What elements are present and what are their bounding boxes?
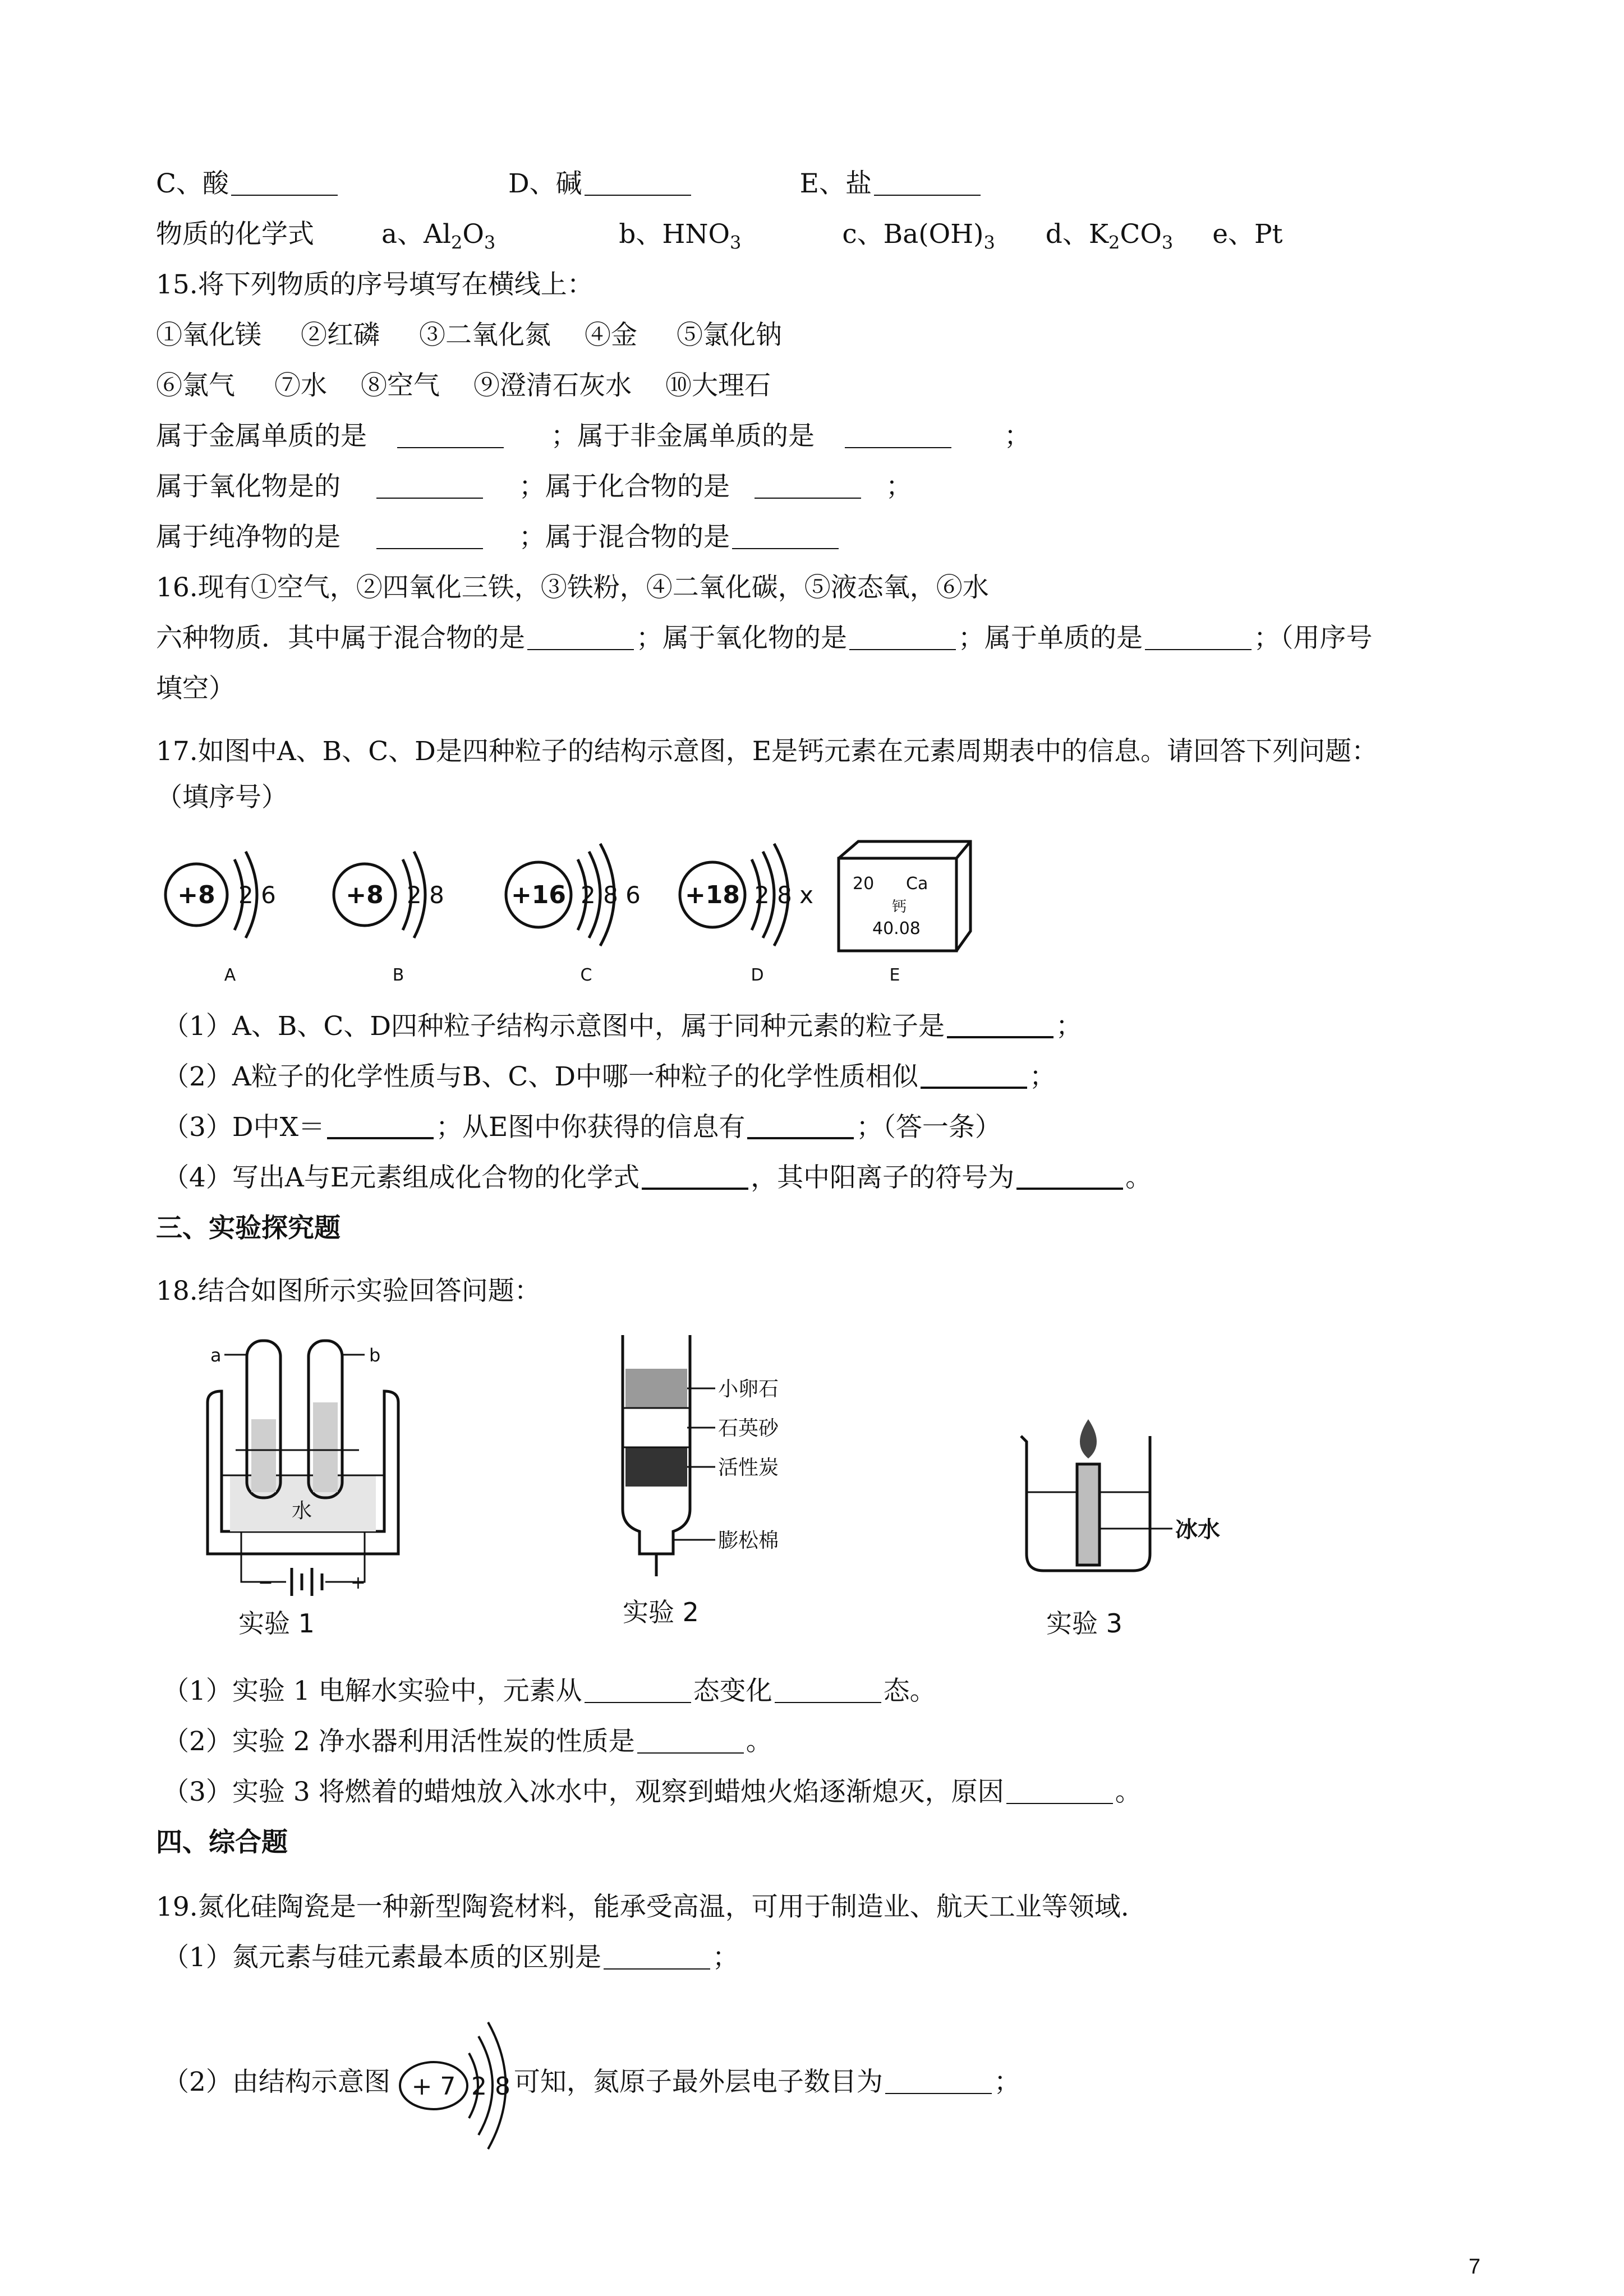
exp2-carbon: 活性炭 bbox=[718, 1456, 779, 1479]
q17-blank2[interactable] bbox=[921, 1062, 1027, 1089]
q17-blank3b[interactable] bbox=[747, 1112, 854, 1139]
metal-blank[interactable] bbox=[397, 422, 504, 448]
atom-b-shells: 2 8 bbox=[407, 881, 444, 909]
exp3-ice-water: 冰水 bbox=[1175, 1517, 1220, 1543]
q16-element-blank[interactable] bbox=[1145, 624, 1252, 650]
acid-blank[interactable] bbox=[231, 170, 338, 196]
atom-c-shells: 2 8 6 bbox=[581, 881, 641, 909]
atom-c-nucleus: +16 bbox=[510, 881, 567, 909]
q18-blank2[interactable] bbox=[637, 1728, 744, 1754]
q17-blank4b[interactable] bbox=[1016, 1163, 1123, 1190]
element-name: 钙 bbox=[892, 899, 907, 915]
nitrogen-shells: 2 8 bbox=[471, 2072, 510, 2101]
q17-sub3: （3）D中X＝ ；从E图中你获得的信息有 ；（答一条） bbox=[163, 1112, 1001, 1143]
q17-sub1: （1）A、B、C、D四种粒子结构示意图中，属于同种元素的粒子是 ； bbox=[163, 1011, 1083, 1042]
salt-label: E、盐 bbox=[799, 168, 872, 199]
q17-sub4: （4）写出A与E元素组成化合物的化学式 ，其中阳离子的符号为 。 bbox=[163, 1162, 1152, 1193]
q16-line3: 填空） bbox=[156, 673, 235, 704]
q16-line2: 六种物质．其中属于混合物的是 ；属于氧化物的是 ；属于单质的是 ；（用序号 bbox=[156, 623, 1373, 654]
base-label: D、碱 bbox=[508, 168, 582, 199]
q18-sub1: （1）实验 1 电解水实验中，元素从 态变化 态。 bbox=[163, 1676, 936, 1706]
atom-b-nucleus: +8 bbox=[346, 881, 384, 909]
nitrogen-atom-diagram bbox=[397, 2014, 526, 2160]
acid-label: C、酸 bbox=[156, 168, 229, 199]
experiment3-beaker-diagram bbox=[1021, 1419, 1172, 1571]
formula-a: a、$Al_2O_3$ bbox=[381, 219, 496, 254]
formula-d: d、$K_2CO_3$ bbox=[1045, 219, 1174, 254]
q19-sub1: （1）氮元素与硅元素最本质的区别是 ； bbox=[163, 1942, 739, 1973]
page-number: 7 bbox=[1469, 2255, 1481, 2279]
atom-c-label: C bbox=[580, 965, 592, 985]
exp1-minus: − bbox=[258, 1572, 273, 1593]
q17-blank4a[interactable] bbox=[642, 1163, 748, 1190]
q18-sub2: （2）实验 2 净水器利用活性炭的性质是 。 bbox=[163, 1726, 772, 1757]
exp1-label-b: b bbox=[369, 1345, 381, 1366]
q16-mixture-blank[interactable] bbox=[527, 624, 634, 650]
formula-c: c、$Ba(OH)_3$ bbox=[842, 219, 995, 254]
exp2-caption: 实验 2 bbox=[623, 1597, 699, 1627]
nitrogen-nucleus: + 7 bbox=[411, 2072, 456, 2101]
exp1-label-a: a bbox=[210, 1345, 222, 1366]
q15-stem: 15.将下列物质的序号填写在横线上： bbox=[156, 269, 594, 300]
formula-b: b、$HNO_3$ bbox=[619, 219, 742, 254]
q17-figure bbox=[151, 836, 1004, 999]
atom-d-label: D bbox=[751, 965, 764, 985]
q18-blank1b[interactable] bbox=[775, 1677, 881, 1703]
mixture-blank[interactable] bbox=[732, 523, 839, 549]
acid-base-salt-line bbox=[156, 167, 983, 201]
salt-blank[interactable] bbox=[874, 170, 981, 196]
formula-label: 物质的化学式 bbox=[156, 219, 314, 250]
q19-sub2: （2）由结构示意图 可知，氮原子最外层电子数目为 ； bbox=[163, 2067, 1020, 2097]
atom-d-nucleus: +18 bbox=[684, 881, 740, 909]
q17-blank3a[interactable] bbox=[327, 1112, 434, 1139]
element-label: E bbox=[889, 965, 900, 985]
q15-line1: 属于金属单质的是 ；属于非金属单质的是 ； bbox=[156, 421, 1030, 452]
q18-figure bbox=[191, 1329, 1245, 1644]
q15-line3: 属于纯净物的是 ；属于混合物的是 bbox=[156, 521, 841, 554]
pure-blank[interactable] bbox=[376, 523, 483, 549]
atom-b-label: B bbox=[392, 965, 404, 985]
exp2-sand: 石英砂 bbox=[718, 1417, 779, 1440]
exp1-plus: + bbox=[351, 1572, 366, 1593]
compound-blank[interactable] bbox=[755, 473, 861, 499]
section3-heading: 三、实验探究题 bbox=[156, 1213, 341, 1244]
atom-a-shells: 2 6 bbox=[238, 881, 276, 909]
atom-a-label: A bbox=[224, 965, 236, 985]
q19-blank1[interactable] bbox=[604, 1944, 710, 1970]
nonmetal-blank[interactable] bbox=[845, 422, 951, 448]
q18-stem: 18.结合如图所示实验回答问题： bbox=[156, 1276, 541, 1306]
formula-e: e、Pt bbox=[1212, 219, 1283, 250]
experiment2-filter-diagram bbox=[623, 1335, 715, 1576]
q17-blank1[interactable] bbox=[947, 1011, 1053, 1038]
q18-sub3: （3）实验 3 将燃着的蜡烛放入冰水中，观察到蜡烛火焰逐渐熄灭，原因 。 bbox=[163, 1777, 1142, 1807]
exp2-cotton: 膨松棉 bbox=[718, 1529, 779, 1552]
exp1-water: 水 bbox=[292, 1499, 312, 1522]
exp3-caption: 实验 3 bbox=[1046, 1608, 1122, 1639]
exp1-caption: 实验 1 bbox=[238, 1608, 315, 1639]
q17-stem2: （填序号） bbox=[156, 782, 288, 813]
q17-sub2: （2）A粒子的化学性质与B、C、D中哪一种粒子的化学性质相似 ； bbox=[163, 1061, 1056, 1092]
atom-a-nucleus: +8 bbox=[177, 881, 215, 909]
q19-stem: 19.氮化硅陶瓷是一种新型陶瓷材料，能承受高温，可用于制造业、航天工业等领域. bbox=[156, 1892, 1129, 1922]
element-mass: 40.08 bbox=[872, 919, 921, 938]
exp2-pebbles: 小卵石 bbox=[718, 1378, 779, 1401]
formula-line bbox=[156, 218, 1283, 259]
q16-stem: 16.现有①空气，②四氧化三铁，③铁粉，④二氧化碳，⑤液态氧，⑥水 bbox=[156, 572, 989, 603]
q18-blank3[interactable] bbox=[1006, 1778, 1113, 1804]
element-number: 20 bbox=[853, 874, 875, 894]
base-blank[interactable] bbox=[585, 170, 691, 196]
q15-line2: 属于氧化物是的 ；属于化合物的是 ； bbox=[156, 471, 912, 502]
q18-blank1a[interactable] bbox=[585, 1677, 691, 1703]
section4-heading: 四、综合题 bbox=[156, 1827, 288, 1858]
q15-items-row1: ①氧化镁 ②红磷 ③二氧化氮 ④金 ⑤氯化钠 bbox=[156, 320, 782, 351]
atom-d-shells: 2 8 x bbox=[755, 881, 813, 909]
experiment1-electrolysis-diagram bbox=[208, 1341, 398, 1596]
q19-blank2[interactable] bbox=[885, 2068, 992, 2094]
q17-stem: 17.如图中A、B、C、D是四种粒子的结构示意图，E是钙元素在元素周期表中的信息。请回答下列问题： bbox=[156, 736, 1378, 767]
q16-oxide-blank[interactable] bbox=[849, 624, 956, 650]
element-symbol: Ca bbox=[906, 874, 928, 894]
q15-items-row2: ⑥氯气 ⑦水 ⑧空气 ⑨澄清石灰水 ⑩大理石 bbox=[156, 370, 771, 401]
oxide-blank[interactable] bbox=[376, 473, 483, 499]
